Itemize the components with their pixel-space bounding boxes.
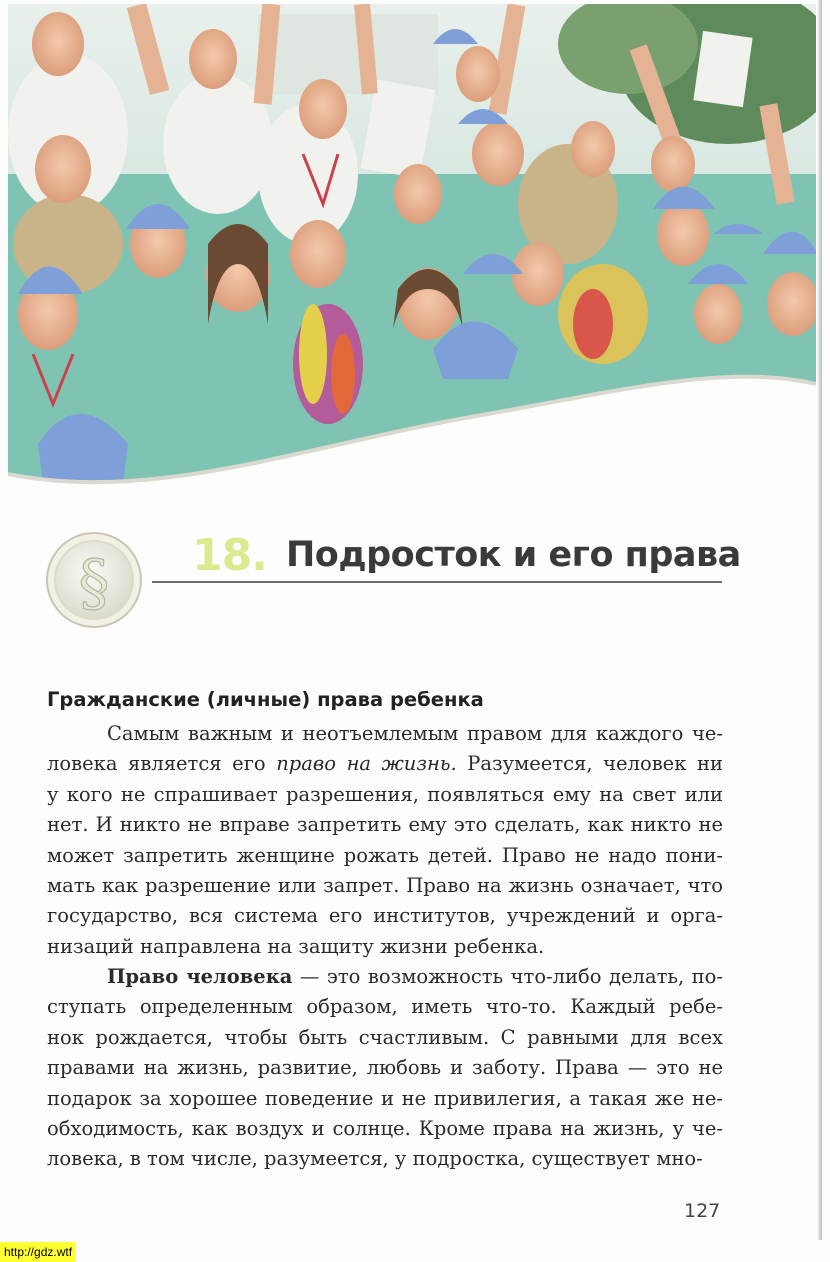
text-line: [47, 992, 723, 1022]
text-run: обходимость, как воздух и солнце. Кроме права на жизнь, у че-: [47, 1116, 723, 1140]
text-run: низаций направлена на защиту жизни ребенка.: [47, 934, 545, 958]
text-run: нок рождается, чтобы быть счастливым. С равными для всех: [47, 1025, 723, 1049]
text-line: [47, 962, 723, 992]
italic-term: право на жизнь.: [276, 752, 457, 776]
teenagers-photo-illustration: [8, 4, 816, 496]
text-run: — это возможность что-либо делать, по-: [292, 965, 723, 988]
text-run: нет. И никто не вправе запретить ему это сделать, как никто не: [47, 813, 723, 837]
section-heading: Гражданские (личные) права ребенка: [47, 688, 484, 711]
text-line: [47, 901, 723, 931]
text-line: [47, 932, 723, 962]
text-run: ловека является его: [47, 752, 277, 776]
svg-text:§: §: [78, 546, 110, 619]
text-run: правами на жизнь, развитие, любовь и заботу. Права — это не: [47, 1056, 723, 1080]
text-run: мать как разрешение или запрет. Право на жизнь означает, что: [47, 873, 723, 897]
text-line: [47, 719, 723, 749]
text-line: [47, 1144, 723, 1174]
text-line: [47, 1084, 723, 1114]
text-run: Самым важным и неотъемлемым правом для каждого че-: [107, 722, 723, 745]
bold-term: Право человека: [107, 965, 293, 988]
text-run: ловека, в том числе, разумеется, у подростка, существует мно-: [47, 1147, 703, 1171]
text-run: может запретить женщине рожать детей. Право не надо пони-: [47, 843, 723, 867]
page-number: 127: [684, 1200, 721, 1222]
watermark: http://gdz.wtf: [0, 1242, 76, 1262]
text-line: [47, 1114, 723, 1144]
text-line: [47, 810, 723, 840]
text-run: у кого не спрашивает разрешения, появляться ему на свет или: [47, 782, 723, 806]
section-sign-emblem-icon: [44, 530, 144, 630]
page-edge-shadow: [818, 0, 822, 1240]
chapter-number: 18.: [192, 530, 267, 581]
paragraph-2: [47, 962, 723, 1175]
text-run: Разумеется, человек ни: [456, 752, 723, 776]
paragraph-1: [47, 719, 723, 962]
text-line: [47, 749, 723, 779]
text-run: подарок за хорошее поведение и не привилегия, а такая же не-: [47, 1086, 723, 1110]
header-photo: [8, 4, 816, 496]
chapter-title: Подросток и его права: [286, 535, 741, 575]
text-line: [47, 871, 723, 901]
text-line: [47, 841, 723, 871]
text-line: [47, 1053, 723, 1083]
text-run: государство, вся система его институтов, учреждений и орга-: [47, 904, 723, 928]
text-line: [47, 1023, 723, 1053]
title-underline: [152, 581, 722, 583]
text-run: ступать определенным образом, иметь что-то. Каждый ребе-: [47, 995, 723, 1019]
text-line: [47, 780, 723, 810]
